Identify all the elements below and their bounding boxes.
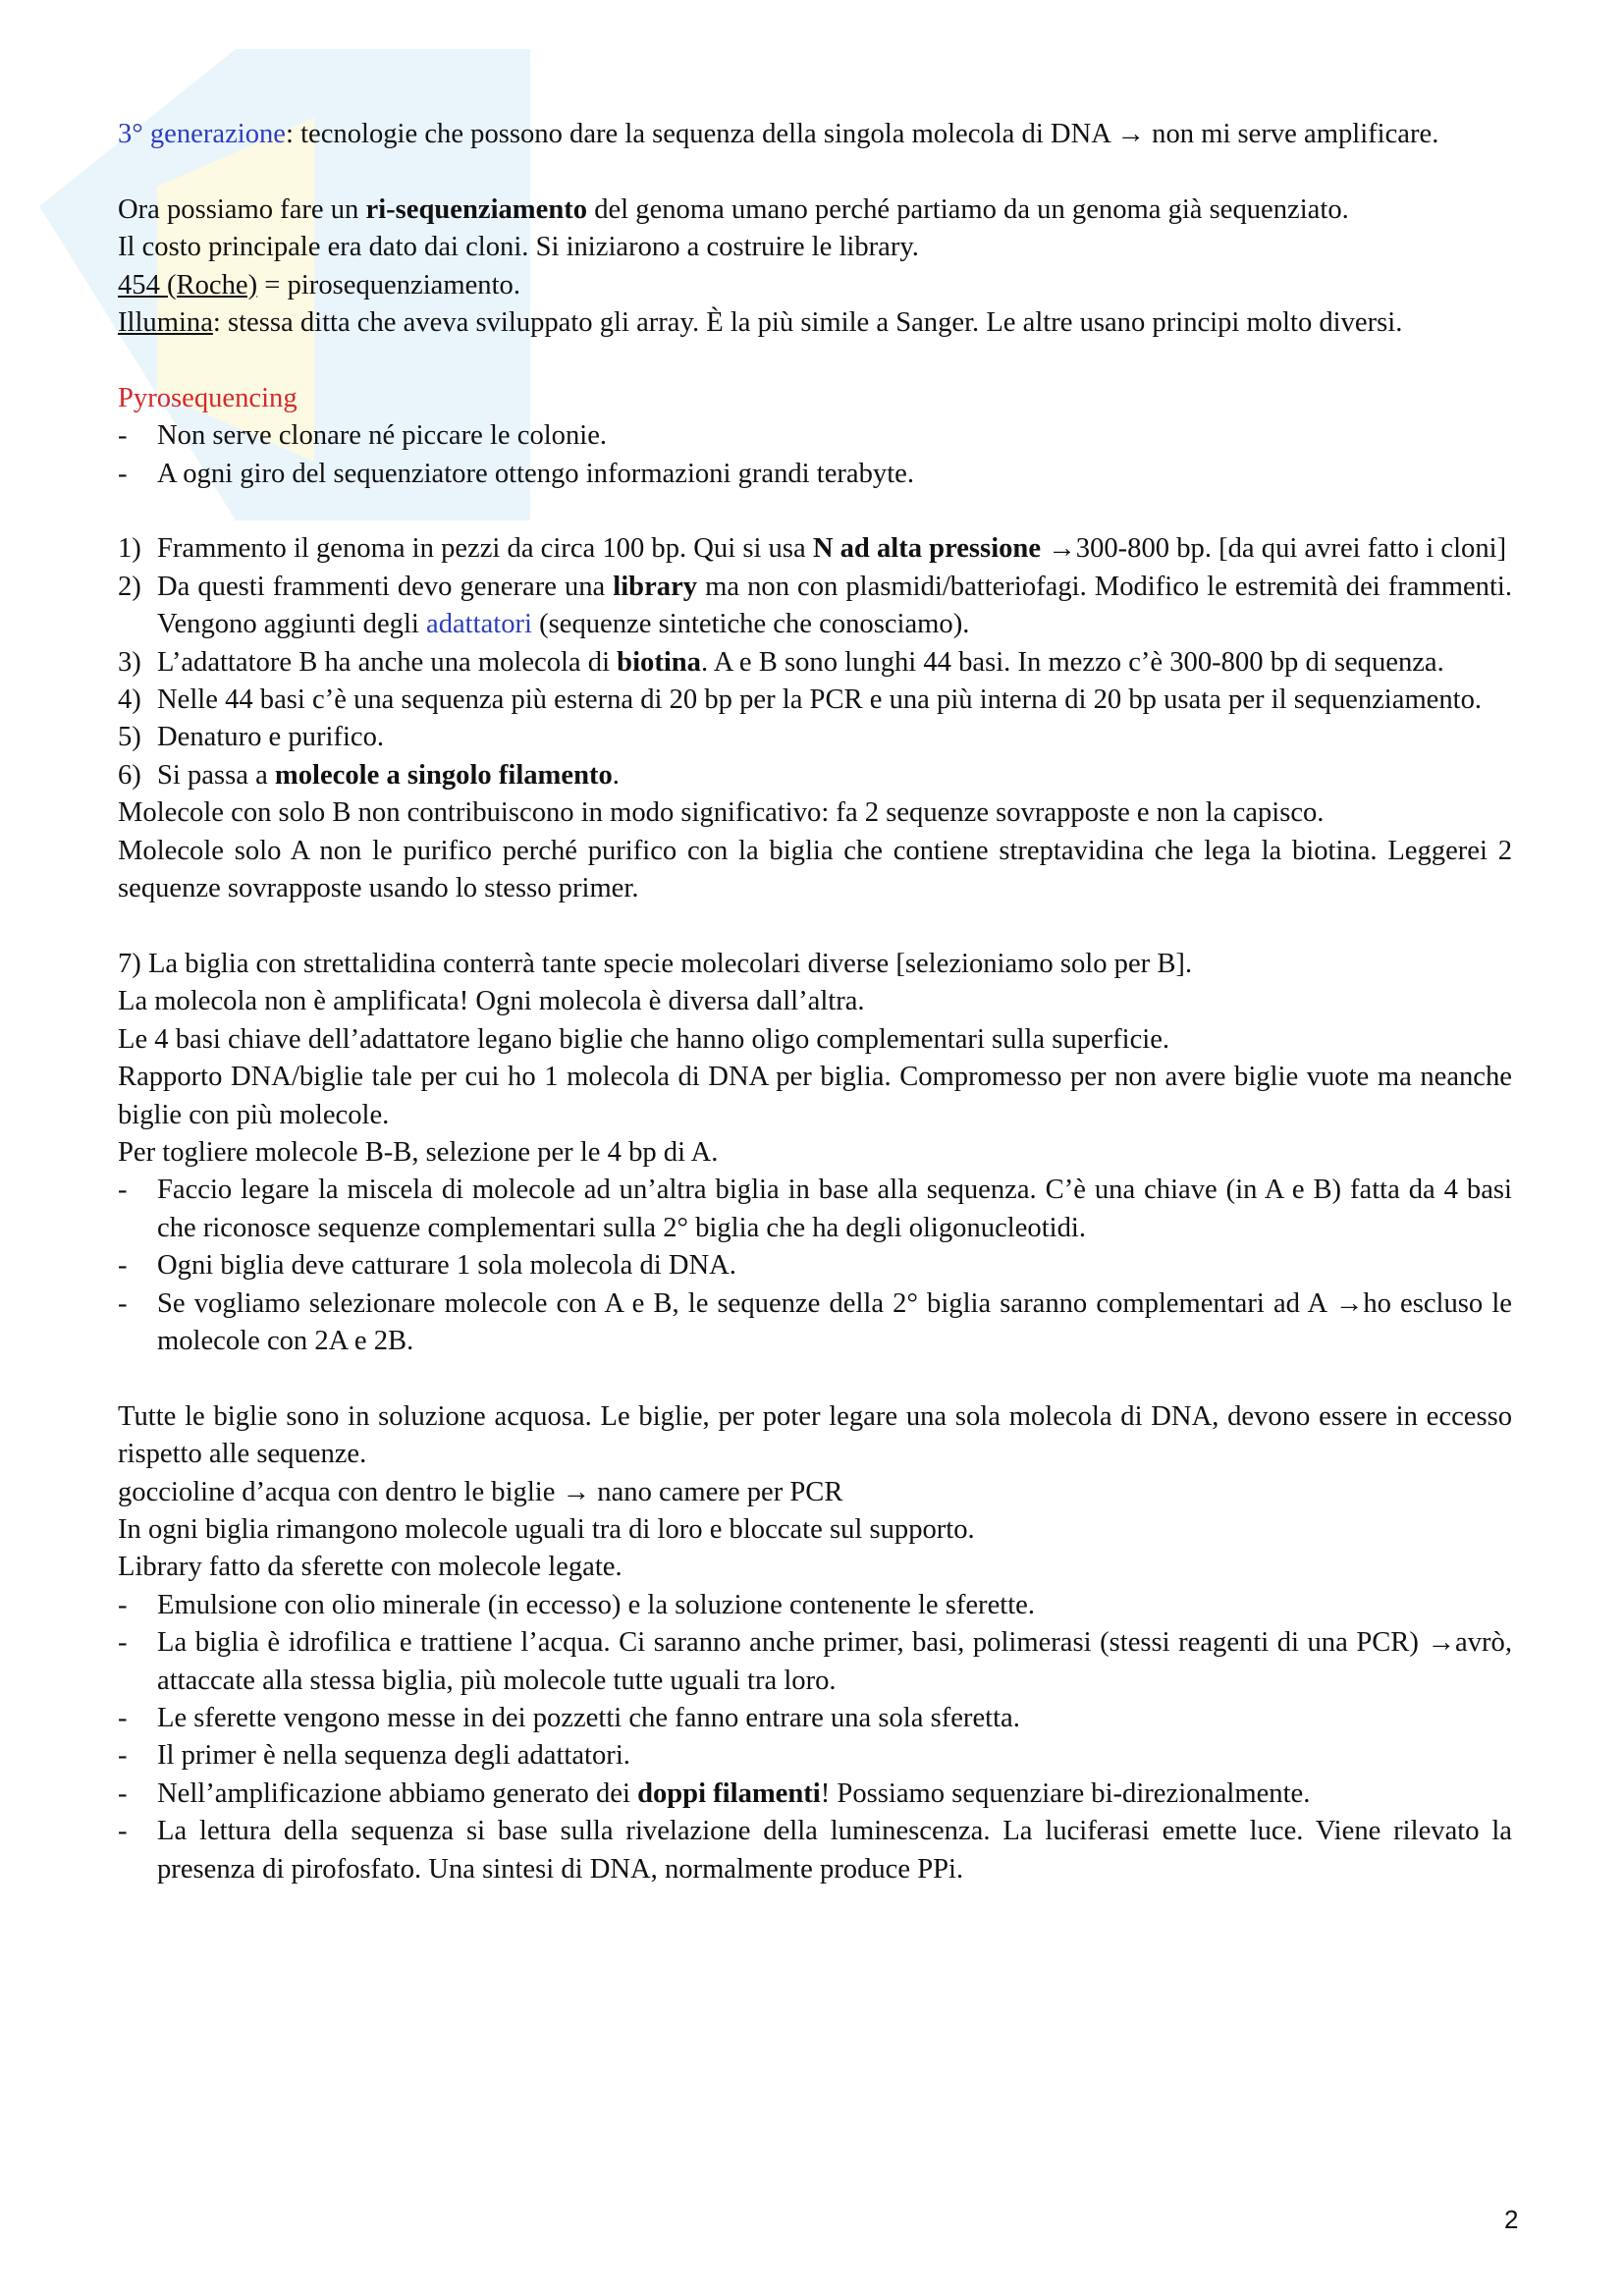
paragraph-not-amplified: La molecola non è amplificata! Ogni molecola è diversa dall’altra. <box>118 986 865 1017</box>
paragraph-aqueous: Tutte le biglie sono in soluzione acquosa. Le biglie, per poter legare una sola molecola di DNA, devono essere in eccesso rispetto alle sequenze. <box>118 1400 1512 1470</box>
paragraph-resequencing: Ora possiamo fare un ri-sequenziamento del genoma umano perché partiamo da un genoma già sequenziato. <box>118 193 1349 225</box>
step-6: 6) Si passa a molecole a singolo filamento. <box>118 759 620 791</box>
paragraph-molecules-b: Molecole con solo B non contribuiscono in modo significativo: fa 2 sequenze sovrapposte e non la capisco. <box>118 797 1325 829</box>
section-heading-pyrosequencing: Pyrosequencing <box>118 382 298 413</box>
paragraph-454-roche: 454 (Roche) = pirosequenziamento. <box>118 269 520 301</box>
list-item: - La biglia è idrofilica e trattiene l’acqua. Ci saranno anche primer, basi, polimerasi (stessi reagenti di una PCR) →avrò, attaccate alla stessa biglia, più molecole tutte uguali tra loro. <box>118 1627 1512 1696</box>
step-5: 5) Denaturo e purifico. <box>118 722 385 753</box>
list-item: - La lettura della sequenza si base sulla rivelazione della luminescenza. La luciferasi emette luce. Viene rilevato la presenza di pirofosfato. Una sintesi di DNA, normalmente produce PPi. <box>118 1816 1512 1885</box>
list-item: - Ogni biglia deve catturare 1 sola molecola di DNA. <box>118 1250 736 1282</box>
paragraph-library: Library fatto da sferette con molecole legate. <box>118 1552 623 1583</box>
paragraph-molecules-a: Molecole solo A non le purifico perché purifico con la biglia che contiene streptavidina che lega la biotina. Leggerei 2 sequenze sovrapposte usando lo stesso primer. <box>118 835 1512 904</box>
list-item: - Se vogliamo selezionare molecole con A e B, le sequenze della 2° biglia saranno complementari ad A →ho escluso le molecole con 2A e 2B. <box>118 1287 1512 1356</box>
list-item: - Nell’amplificazione abbiamo generato dei doppi filamenti! Possiamo sequenziare bi-direzionalmente. <box>118 1777 1311 1809</box>
list-item: - Il primer è nella sequenza degli adattatori. <box>118 1740 630 1772</box>
step-1: 1) Frammento il genoma in pezzi da circa 100 bp. Qui si usa N ad alta pressione →300-800 bp. [da qui avrei fatto i cloni] <box>118 533 1507 565</box>
paragraph-key-bases: Le 4 basi chiave dell’adattatore legano biglie che hanno oligo complementari sulla superficie. <box>118 1023 1170 1055</box>
list-item: - Non serve clonare né piccare le colonie. <box>118 420 608 452</box>
document-body <box>118 116 1512 1888</box>
step-4: 4) Nelle 44 basi c’è una sequenza più esterna di 20 bp per la PCR e una più interna di 20 bp usata per il sequenziamento. <box>118 684 1483 716</box>
list-item: - A ogni giro del sequenziatore ottengo informazioni grandi terabyte. <box>118 458 914 489</box>
resequencing-term: ri-sequenziamento <box>365 193 588 225</box>
list-item: - Faccio legare la miscela di molecole ad un’altra biglia in base alla sequenza. C’è una chiave (in A e B) fatta da 4 basi che riconosce sequenze complementari sulla 2° biglia che ha degli oligonucleotidi. <box>118 1175 1512 1243</box>
third-generation-label: 3° generazione <box>118 119 286 149</box>
paragraph-third-generation: 3° generazione: tecnologie che possono dare la sequenza della singola molecola di DNA → non mi serve amplificare. <box>118 119 1439 149</box>
paragraph-cost: Il costo principale era dato dai cloni. Si iniziarono a costruire le library. <box>118 232 919 263</box>
paragraph-droplets: goccioline d’acqua con dentro le biglie → nano camere per PCR <box>118 1476 843 1507</box>
paragraph-each-bead: In ogni biglia rimangono molecole uguali tra di loro e bloccate sul supporto. <box>118 1513 975 1545</box>
paragraph-illumina: Illumina: stessa ditta che aveva sviluppato gli array. È la più simile a Sanger. Le altre usano principi molto diversi. <box>118 307 1403 339</box>
adapters-term: adattatori <box>426 609 532 640</box>
paragraph-remove-bb: Per togliere molecole B-B, selezione per le 4 bp di A. <box>118 1136 719 1168</box>
roche-term: 454 (Roche) <box>118 269 258 301</box>
illumina-term: Illumina <box>118 307 213 339</box>
step-3: 3) L’adattatore B ha anche una molecola di biotina. A e B sono lunghi 44 basi. In mezzo c’è 300-800 bp di sequenza. <box>118 646 1444 678</box>
list-item: - Le sferette vengono messe in dei pozzetti che fanno entrare una sola sferetta. <box>118 1702 1020 1733</box>
paragraph-step-7: 7) La biglia con strettalidina conterrà tante specie molecolari diverse [selezioniamo solo per B]. <box>118 948 1193 979</box>
paragraph-ratio: Rapporto DNA/biglie tale per cui ho 1 molecola di DNA per biglia. Compromesso per non avere biglie vuote ma neanche biglie con più molecole. <box>118 1062 1512 1130</box>
step-2: 2) Da questi frammenti devo generare una library ma non con plasmidi/batteriofagi. Modifico le estremità dei frammenti. Vengono aggiunti degli adattatori (sequenze sintetiche che conosciamo). <box>118 571 1512 640</box>
list-item: - Emulsione con olio minerale (in eccesso) e la soluzione contenente le sferette. <box>118 1589 1036 1620</box>
double-strands-term: doppi filamenti <box>637 1777 821 1809</box>
page-number: 2 <box>1504 2205 1519 2234</box>
